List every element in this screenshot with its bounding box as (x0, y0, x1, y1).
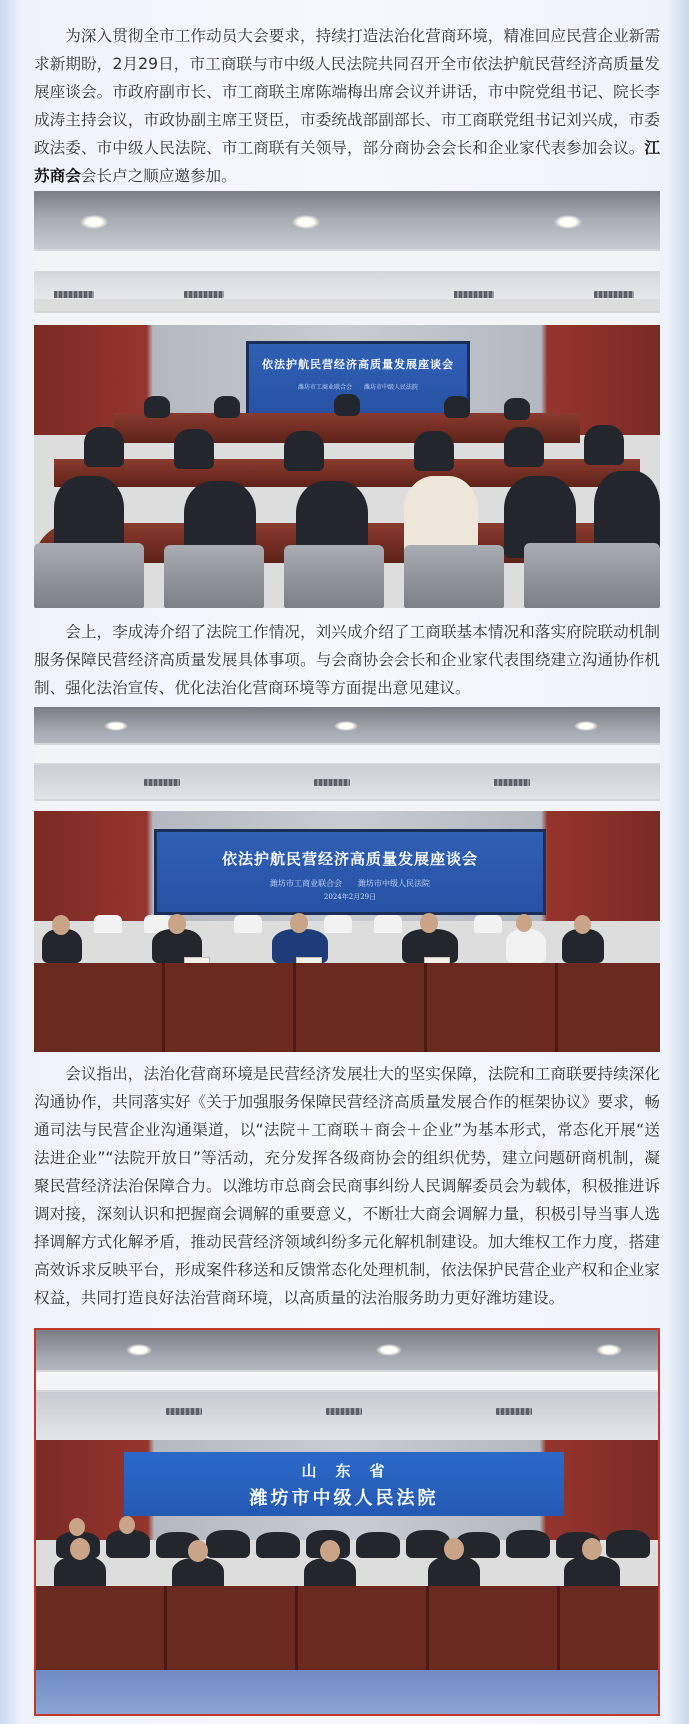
attendee (406, 1530, 450, 1558)
ceiling (34, 191, 660, 299)
attendee (106, 1530, 150, 1558)
ceiling-band (34, 249, 660, 273)
ceiling-light (126, 1344, 152, 1356)
attendee-head (119, 1516, 135, 1534)
ceiling-light (104, 721, 128, 731)
attendee (84, 427, 124, 467)
screen-title: 依法护航民营经济高质量发展座谈会 (262, 358, 454, 371)
attendee (584, 425, 624, 465)
chair (524, 543, 660, 608)
court-meeting-photo (34, 1328, 660, 1716)
court-banner (124, 1452, 564, 1516)
attendee-head (52, 915, 70, 935)
highlight-chamber-name: 江苏商会 (34, 139, 660, 185)
attendee (562, 929, 604, 963)
ceiling-vent (594, 291, 634, 298)
attendee-head (168, 914, 186, 934)
chair (234, 915, 262, 933)
article-paragraph-1 (34, 22, 660, 190)
paragraph-1-text: 为深入贯彻全市工作动员大会要求，持续打造法治化营商环境，精准回应民营企业新需求新期盼，2月29日，市工商联与市中级人民法院共同召开全市依法护航民营经济高质量发展座谈会。市政府副市长、市工商联主席陈端梅出席会议并讲话，市中院党组书记、院长李成涛主持会议，市政协副主席王贤臣，市委统战部副部长、市工商联党组书记刘兴成，市委政法委、市中级人民法院、市工商联有关领导，部分商协会会长和企业家代表参加会议。 (34, 27, 660, 157)
attendee-head (444, 1538, 464, 1560)
chair (34, 543, 144, 608)
banner-province: 山 东 省 (301, 1462, 387, 1480)
attendee (506, 929, 546, 963)
attendee-head (582, 1538, 602, 1560)
conference-screen (154, 829, 546, 915)
attendee (414, 431, 454, 471)
ceiling-vent (494, 779, 530, 786)
ceiling-light (80, 215, 108, 229)
ceiling-vent (454, 291, 494, 298)
attendee (506, 1530, 550, 1558)
ceiling-band (36, 1370, 658, 1392)
screen-date: 2024年2月29日 (323, 893, 377, 901)
chair (164, 545, 264, 608)
ceiling-light (574, 721, 598, 731)
attendee-head (420, 913, 438, 933)
attendee (334, 394, 360, 416)
attendee (356, 1532, 400, 1558)
chair (94, 915, 122, 933)
ceiling-band (34, 743, 660, 765)
ceiling-vent (314, 779, 350, 786)
ceiling-light (292, 215, 320, 229)
ceiling-vent (496, 1408, 532, 1415)
ceiling-vent (144, 779, 180, 786)
attendee-head (574, 915, 591, 934)
chair (284, 545, 384, 608)
attendee-head (320, 1540, 340, 1562)
screen-subtitle: 潍坊市工商业联合会 潍坊市中级人民法院 (270, 879, 430, 888)
ceiling-light (376, 1344, 402, 1356)
attendee (504, 427, 544, 467)
chair (474, 915, 502, 933)
ceiling-vent (326, 1408, 362, 1415)
attendee (206, 1530, 250, 1558)
chair (404, 545, 504, 608)
ceiling-light (596, 1344, 622, 1356)
attendee (144, 396, 170, 418)
carpet-floor (36, 1670, 658, 1716)
article-paragraph-2: 会上，李成涛介绍了法院工作情况，刘兴成介绍了工商联基本情况和落实府院联动机制服务保障民营经济高质量发展具体事项。与会商协会会长和企业家代表围绕建立沟通协作机制、强化法治宣传、优化法治化营商环境等方面提出意见建议。 (34, 623, 660, 697)
screen-title: 依法护航民营经济高质量发展座谈会 (221, 850, 478, 868)
attendee (504, 398, 530, 420)
ceiling-vent (54, 291, 94, 298)
head-table-front (36, 1586, 658, 1670)
attendee (444, 396, 470, 418)
attendee-head (188, 1540, 208, 1562)
attendee-head (516, 914, 532, 932)
attendee-head (70, 1538, 90, 1560)
attendee-head (290, 913, 308, 933)
ceiling-vent (184, 291, 224, 298)
ceiling-light (334, 721, 358, 731)
attendee (214, 396, 240, 418)
banner-court-name: 潍坊市中级人民法院 (249, 1488, 439, 1509)
screen-subtitle: 潍坊市工商业联合会 潍坊市中级人民法院 (297, 384, 418, 391)
chair (324, 915, 352, 933)
attendee (174, 429, 214, 469)
paragraph-1-tail: 会长卢之顺应邀参加。 (80, 167, 237, 185)
head-table-front (34, 963, 660, 1052)
meeting-room-photo (34, 191, 660, 608)
ceiling-vent (166, 1408, 202, 1415)
chair (374, 915, 402, 933)
attendee (606, 1530, 650, 1558)
head-table-photo (34, 707, 660, 1052)
attendee (284, 431, 324, 471)
attendee-head (69, 1518, 85, 1536)
attendee (256, 1532, 300, 1558)
ceiling-light (554, 215, 582, 229)
article-paragraph-3: 会议指出，法治化营商环境是民营经济发展壮大的坚实保障，法院和工商联要持续深化沟通协作，共同落实好《关于加强服务保障民营经济高质量发展合作的框架协议》要求，畅通司法与民营企业沟通渠道，以“法院＋工商联＋商会＋企业”为基本形式，常态化开展“送法进企业”“法院开放日”等活动，充分发挥各级商协会的组织优势，建立问题研商机制，凝聚民营经济法治保障合力。以潍坊市总商会民商事纠纷人民调解委员会为载体，积极推进诉调对接，深刻认识和把握商会调解的重要意义，不断壮大商会调解力量，积极引导当事人选择调解方式化解矛盾，推动民营经济领域纠纷多元化解机制建设。加大维权工作力度，搭建高效诉求反映平台，形成案件移送和反馈常态化处理机制，依法保护民营企业产权和企业家权益，共同打造良好法治营商环境，以高质量的法治服务助力更好潍坊建设。 (34, 1065, 660, 1307)
